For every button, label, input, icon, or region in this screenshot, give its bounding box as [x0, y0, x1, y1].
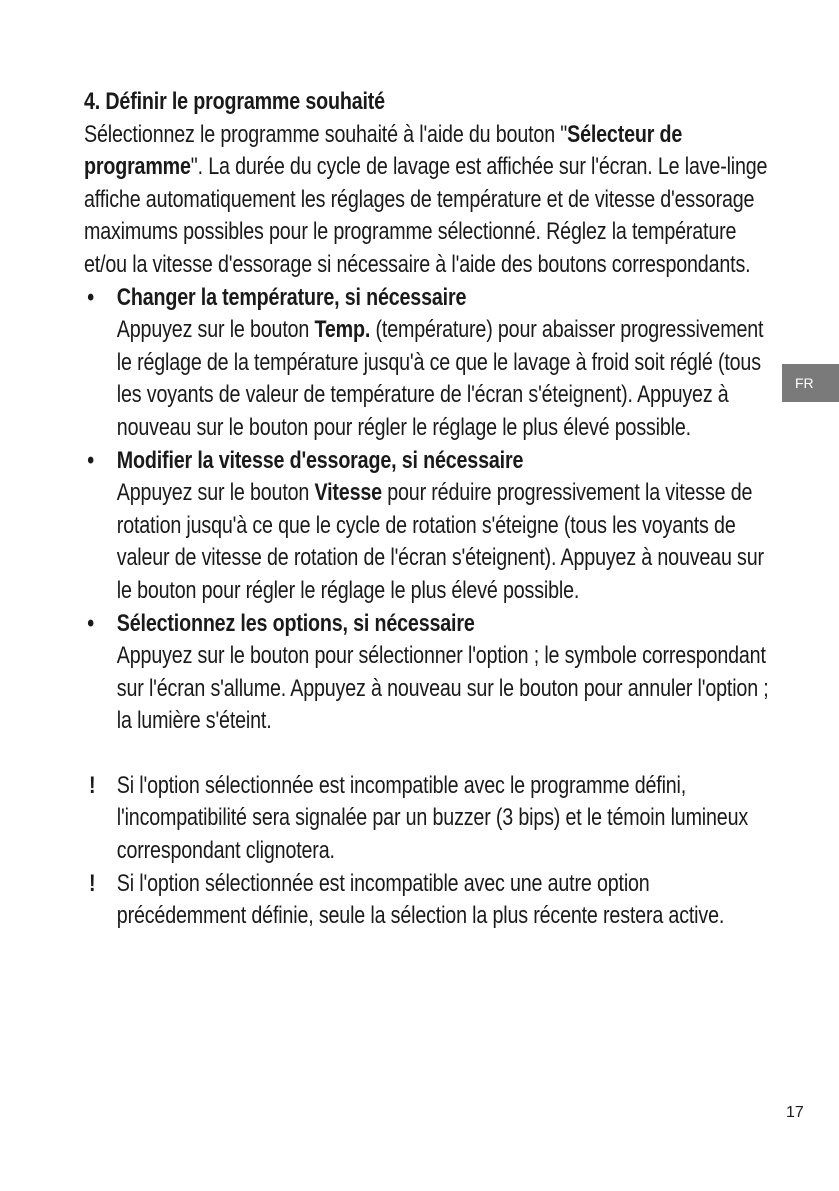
- bullet-dot: •: [87, 283, 95, 311]
- bullet-title: Changer la température, si nécessaire: [116, 283, 467, 311]
- bullet-text-start: Appuyez sur le bouton: [116, 479, 315, 507]
- section-heading: 4. Définir le programme souhaité: [84, 88, 385, 115]
- bullet-body: [117, 477, 775, 607]
- section-intro: [84, 119, 774, 282]
- intro-text-end: ". La durée du cycle de lavage est affichée sur l'écran. Le lave-linge affiche automatiquement les réglages de température et de vitesse d'essorage maximums possibles pour le programme sélectionné. Réglez la température et/ou la vitesse d'essorage si nécessaire à l'aide des boutons correspondants.: [84, 153, 768, 278]
- bullet-body: [117, 314, 775, 444]
- warning-text: Si l'option sélectionnée est incompatible avec une autre option précédemment définie, seule la sélection la plus récente restera active.: [116, 869, 725, 930]
- bullet-body: Appuyez sur le bouton pour sélectionner l'option ; le symbole correspondant sur l'écran s'allume. Appuyez à nouveau sur le bouton pour annuler l'option ; la lumière s'éteint.: [116, 642, 769, 735]
- warning-note: [84, 868, 774, 933]
- warning-notes: [84, 770, 774, 933]
- exclamation-icon: !: [88, 869, 96, 897]
- button-name-vitesse: Vitesse: [314, 479, 382, 507]
- bullet-title: Modifier la vitesse d'essorage, si nécessaire: [116, 446, 524, 474]
- bullet-dot: •: [87, 609, 95, 637]
- warning-text: Si l'option sélectionnée est incompatible avec le programme défini, l'incompatibilité sera signalée par un buzzer (3 bips) et le témoin lumineux correspondant clignotera.: [116, 771, 749, 865]
- bullet-title: Sélectionnez les options, si nécessaire: [116, 609, 475, 637]
- bullet-text-end: (température) pour abaisser progressivement le réglage de la température jusqu'à ce que le lavage à froid soit réglé (tous les voyants de valeur de température de l'écran s'éteignent). Appuyez à nouveau sur le bouton pour régler le réglage le plus élevé possible.: [116, 316, 764, 441]
- warning-note: [84, 770, 774, 868]
- intro-text-start: Sélectionnez le programme souhaité à l'aide du bouton ": [84, 120, 568, 148]
- button-name-temp: Temp.: [314, 316, 371, 344]
- exclamation-icon: !: [88, 771, 96, 799]
- main-content: [84, 86, 774, 933]
- options-list: [84, 282, 774, 738]
- bullet-text-start: Appuyez sur le bouton: [116, 316, 315, 344]
- intro-bold-selector: Sélecteur de programme: [84, 120, 683, 181]
- language-tab: FR: [782, 364, 839, 402]
- list-item-options: [84, 608, 774, 738]
- list-item-spin-speed: [84, 445, 774, 608]
- list-item-temperature: [84, 282, 774, 445]
- bullet-text-end: pour réduire progressivement la vitesse de rotation jusqu'à ce que le cycle de rotation s'éteigne (tous les voyants de valeur de vitesse de rotation de l'écran s'éteignent). Appuyez à nouveau sur le bouton pour régler le réglage le plus élevé possible.: [116, 479, 764, 604]
- bullet-dot: •: [87, 446, 95, 474]
- page-number: 17: [786, 1104, 804, 1121]
